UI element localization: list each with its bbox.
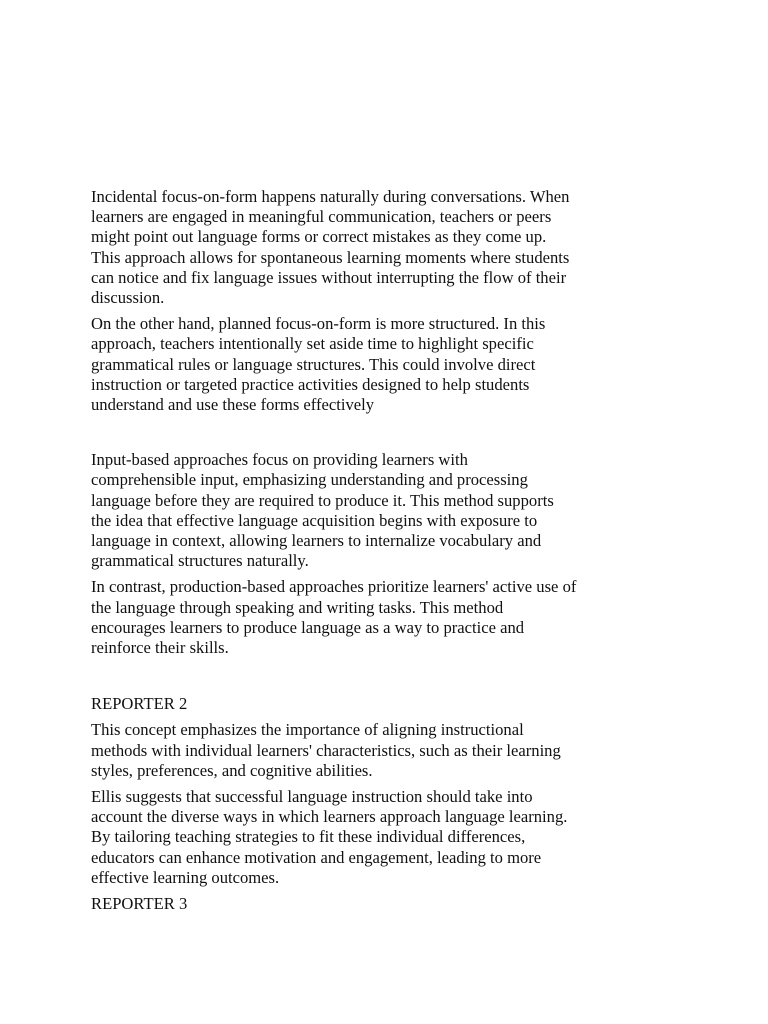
paragraph-production-based-approaches (91, 577, 691, 658)
text-line: encourages learners to produce language as a way to practice and (91, 617, 525, 637)
text-line: learners are engaged in meaningful communication, teachers or peers (91, 207, 552, 227)
section-heading-reporter-3 (91, 894, 691, 914)
text-line: reinforce their skills. (91, 638, 229, 658)
document-body (91, 187, 691, 920)
text-line: This concept emphasizes the importance of aligning instructional (91, 720, 524, 740)
text-line: approach, teachers intentionally set aside time to highlight specific (91, 334, 534, 354)
paragraph-planned-focus-on-form (91, 314, 691, 415)
paragraph-spacer (91, 421, 691, 450)
text-line: Ellis suggests that successful language instruction should take into (91, 787, 533, 807)
text-line: educators can enhance motivation and engagement, leading to more (91, 847, 542, 867)
text-line: comprehensible input, emphasizing understanding and processing (91, 470, 528, 490)
text-line: the language through speaking and writing tasks. This method (91, 597, 504, 617)
text-line: grammatical rules or language structures. This could involve direct (91, 354, 536, 374)
text-line: effective learning outcomes. (91, 867, 280, 887)
text-line: discussion. (91, 288, 165, 308)
text-line: language in context, allowing learners to internalize vocabulary and (91, 531, 542, 551)
paragraph-spacer (91, 664, 691, 694)
text-line: By tailoring teaching strategies to fit these individual differences, (91, 827, 526, 847)
text-line: This approach allows for spontaneous learning moments where students (91, 247, 570, 267)
paragraph-incidental-focus-on-form (91, 187, 691, 308)
text-line: On the other hand, planned focus-on-form is more structured. In this (91, 314, 546, 334)
text-line: instruction or targeted practice activities designed to help students (91, 374, 530, 394)
text-line: the idea that effective language acquisition begins with exposure to (91, 510, 538, 530)
paragraph-ellis-suggestion (91, 787, 691, 888)
text-line: Incidental focus-on-form happens naturally during conversations. When (91, 187, 570, 206)
text-line: Input-based approaches focus on providing learners with (91, 450, 468, 470)
paragraph-instructional-alignment (91, 720, 691, 781)
heading-text: REPORTER 2 (91, 694, 188, 714)
paragraph-input-based-approaches (91, 450, 691, 571)
text-line: methods with individual learners' characteristics, such as their learning (91, 740, 561, 760)
text-line: language before they are required to produce it. This method supports (91, 490, 554, 510)
text-line: can notice and fix language issues without interrupting the flow of their (91, 267, 567, 287)
section-heading-reporter-2 (91, 694, 691, 714)
text-line: In contrast, production-based approaches prioritize learners' active use of (91, 577, 577, 597)
text-line: styles, preferences, and cognitive abilities. (91, 760, 373, 780)
text-line: grammatical structures naturally. (91, 551, 309, 571)
text-line: might point out language forms or correct mistakes as they come up. (91, 227, 547, 247)
heading-text: REPORTER 3 (91, 894, 188, 914)
text-line: account the diverse ways in which learners approach language learning. (91, 807, 568, 827)
text-line: understand and use these forms effectively (91, 395, 375, 415)
